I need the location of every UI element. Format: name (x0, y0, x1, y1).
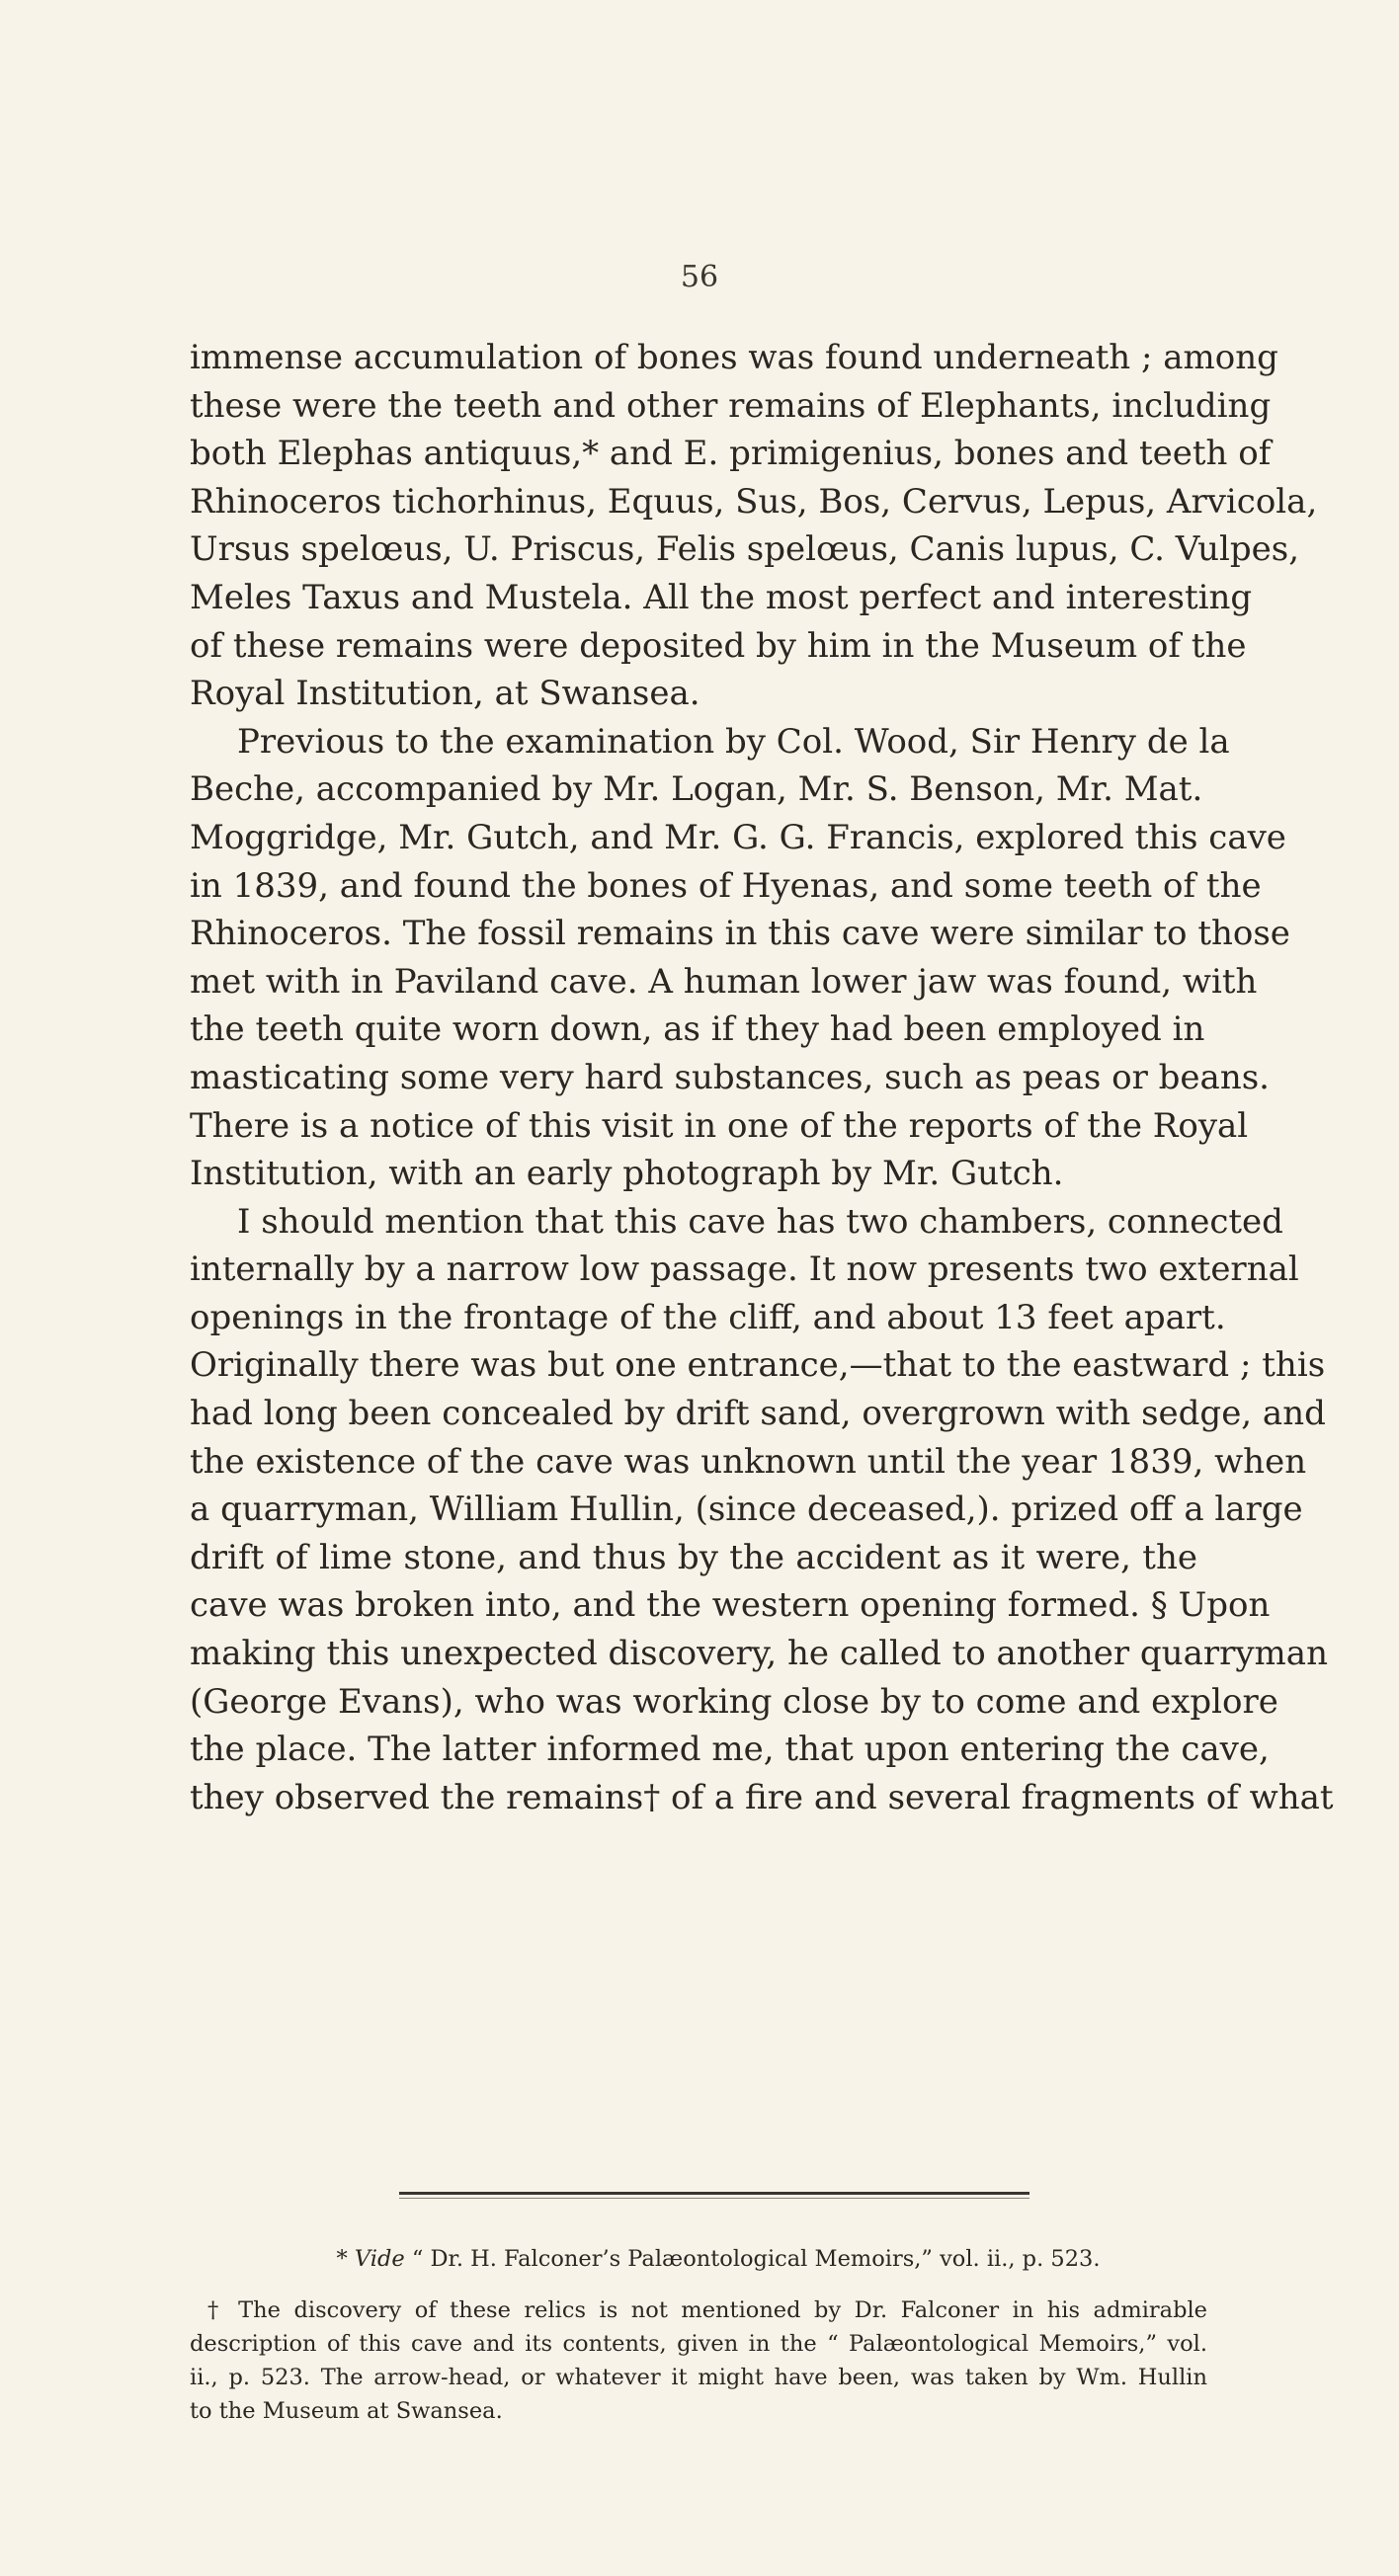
body-line: Beche, accompanied by Mr. Logan, Mr. S. Benson, Mr. Mat. (190, 769, 1203, 810)
body-line: Ursus spelœus, U. Priscus, Felis spelœus, Canis lupus, C. Vulpes, (190, 529, 1300, 570)
body-line: a quarryman, William Hullin, (since deceased,). prized off a large (190, 1489, 1303, 1530)
body-line: Rhinoceros tichorhinus, Equus, Sus, Bos, Cervus, Lepus, Arvicola, (190, 481, 1318, 522)
body-line: they observed the remains† of a fire and several fragments of what (190, 1777, 1334, 1817)
body-line: internally by a narrow low passage. It now presents two external (190, 1249, 1299, 1290)
body-line: met with in Paviland cave. A human lower jaw was found, with (190, 961, 1258, 1002)
body-line: the existence of the cave was unknown until the year 1839, when (190, 1441, 1307, 1482)
body-line: both Elephas antiquus,* and E. primigenius, bones and teeth of (190, 434, 1272, 474)
footnote-vide (190, 2242, 1207, 2276)
footnote-vide-text: “ Dr. H. Falconer’s Palæontological Memoirs,” vol. ii., p. 523. (411, 2246, 1101, 2272)
body-line: masticating some very hard substances, such as peas or beans. (190, 1057, 1270, 1097)
body-line: in 1839, and found the bones of Hyenas, and some teeth of the (190, 865, 1262, 906)
body-line: drift of lime stone, and thus by the accident as it were, the (190, 1537, 1197, 1577)
footnotes (190, 2242, 1207, 2428)
body-line: (George Evans), who was working close by to come and explore (190, 1681, 1278, 1722)
page-number: 56 (680, 260, 719, 294)
body-line: immense accumulation of bones was found underneath ; among (190, 338, 1278, 377)
body-line: There is a notice of this visit in one of the reports of the Royal (190, 1105, 1249, 1146)
footnote-marker: * (336, 2246, 348, 2272)
body-line: Originally there was but one entrance,—that to the eastward ; this (190, 1345, 1326, 1386)
body-line: the teeth quite worn down, as if they had been employed in (190, 1009, 1205, 1050)
body-line: Meles Taxus and Mustela. All the most perfect and interesting (190, 577, 1253, 617)
body-line: Moggridge, Mr. Gutch, and Mr. G. G. Francis, explored this cave (190, 817, 1286, 857)
body-line: I should mention that this cave has two chambers, connected (237, 1201, 1283, 1242)
footnote-line: to the Museum at Swansea. (190, 2398, 503, 2424)
body-text (190, 334, 1334, 1821)
footnote-line: ii., p. 523. The arrow-head, or whatever it might have been, was taken by Wm. Hullin (190, 2365, 1207, 2390)
body-line: of these remains were deposited by him in the Museum of the (190, 625, 1247, 666)
footnote-rule (399, 2192, 1029, 2195)
body-line: Royal Institution, at Swansea. (190, 674, 700, 714)
footnote-rule-shadow (399, 2198, 1029, 2199)
body-line: Institution, with an early photograph by Mr. Gutch. (190, 1154, 1064, 1194)
body-line: making this unexpected discovery, he called to another quarryman (190, 1634, 1328, 1674)
body-line: Previous to the examination by Col. Wood, Sir Henry de la (237, 721, 1230, 762)
body-line: openings in the frontage of the cliff, and about 13 feet apart. (190, 1297, 1226, 1337)
footnote-gap (190, 2276, 1207, 2294)
footnote-vide-word: Vide (354, 2246, 405, 2272)
footnote-line: description of this cave and its contents, given in the “ Palæontological Memoirs,” vol. (190, 2331, 1207, 2357)
footnote-line: † The discovery of these relics is not mentioned by Dr. Falconer in his admirable (207, 2297, 1207, 2323)
body-line: these were the teeth and other remains of Elephants, including (190, 385, 1272, 426)
body-line: Rhinoceros. The fossil remains in this cave were similar to those (190, 914, 1290, 954)
body-line: the place. The latter informed me, that upon entering the cave, (190, 1730, 1270, 1770)
body-line: cave was broken into, and the western opening formed. § Upon (190, 1585, 1271, 1626)
body-line: had long been concealed by drift sand, overgrown with sedge, and (190, 1394, 1326, 1434)
